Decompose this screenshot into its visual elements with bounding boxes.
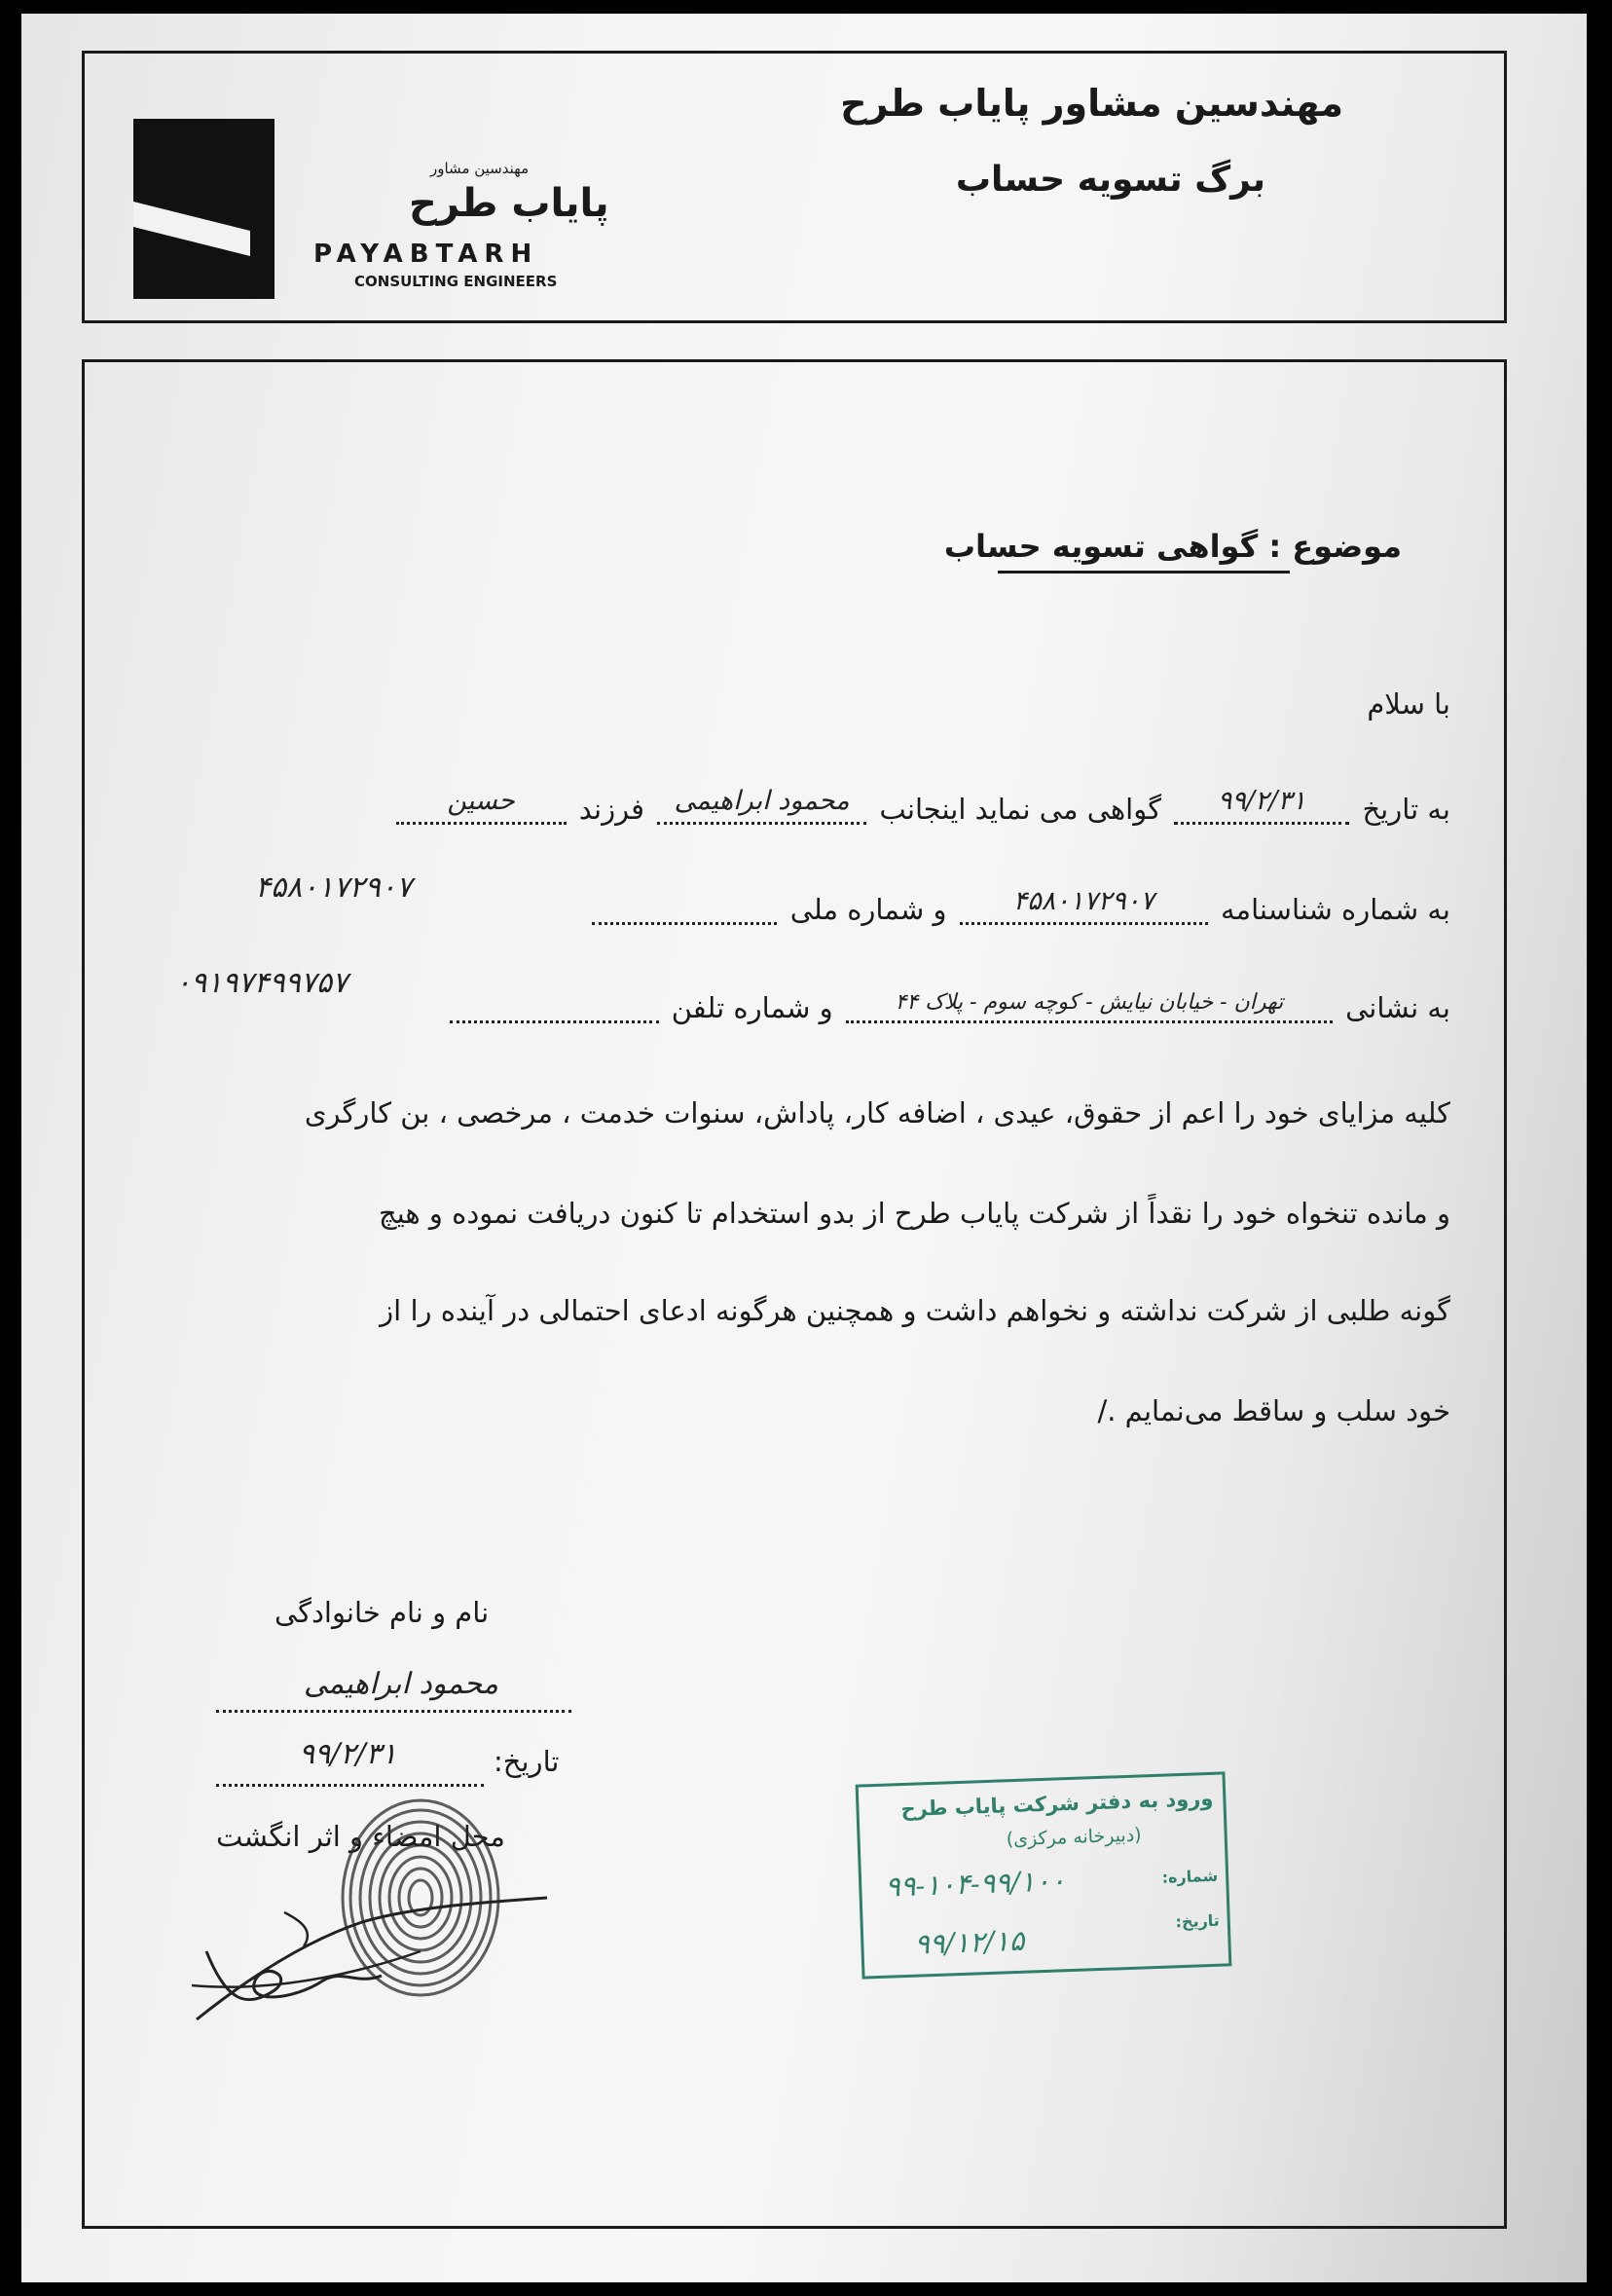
stamp-number-value: ۹۹-۱۰۴-۹۹/۱۰۰ xyxy=(884,1864,1066,1904)
id-value: ۴۵۸۰۱۷۲۹۰۷ xyxy=(1012,886,1154,916)
certify-text: گواهی می نماید اینجانب xyxy=(879,793,1162,826)
phone-label: و شماره تلفن xyxy=(671,991,833,1024)
company-logo-icon xyxy=(133,119,275,299)
phone-value: ۰۹۱۹۷۴۹۹۷۵۷ xyxy=(175,966,348,1000)
phone-field xyxy=(450,991,659,1023)
logo-en-subtitle: CONSULTING ENGINEERS xyxy=(354,273,558,290)
form-title: برگ تسویه حساب xyxy=(955,160,1265,200)
paragraph-line-2: و مانده تنخواه خود را نقداً از شرکت پایاب طرح از بدو استخدام تا کنون دریافت نموده و هیچ xyxy=(378,1197,1450,1230)
date-value: ۹۹/۲/۳۱ xyxy=(1217,786,1306,816)
name-field xyxy=(657,786,866,825)
signer-date-label: تاریخ: xyxy=(494,1745,560,1778)
form-line-date-name xyxy=(392,786,1450,826)
signer-name-label: نام و نام خانوادگی xyxy=(275,1596,490,1629)
paragraph-line-4: خود سلب و ساقط می‌نمایم ./ xyxy=(1097,1394,1450,1427)
company-name: مهندسین مشاور پایاب طرح xyxy=(840,82,1343,125)
signer-name-value: محمود ابراهیمی xyxy=(304,1667,498,1701)
greeting: با سلام xyxy=(1367,687,1450,721)
address-value: تهران - خیابان نیایش - کوچه سوم - پلاک ۴۴ xyxy=(895,990,1284,1015)
date-label: به تاریخ xyxy=(1362,793,1450,826)
address-field xyxy=(846,991,1333,1023)
registry-stamp xyxy=(856,1771,1232,1979)
paragraph-line-3: گونه طلبی از شرکت نداشته و نخواهم داشت و همچنین هرگونه ادعای احتمالی در آینده را از xyxy=(380,1294,1450,1327)
logo-stripe xyxy=(133,202,250,256)
subject-line: موضوع : گواهی تسویه حساب xyxy=(943,528,1402,565)
logo-fa-subtitle: مهندسین مشاور xyxy=(430,160,530,177)
handwritten-signature-icon xyxy=(187,1893,557,2029)
stamp-subtitle: (دبیرخانه مرکزی) xyxy=(1006,1824,1142,1851)
id-field xyxy=(960,886,1208,925)
national-field xyxy=(592,893,777,925)
stamp-date-label: تاریخ: xyxy=(1175,1910,1221,1932)
paragraph-line-1: کلیه مزایای خود را اعم از حقوق، عیدی ، اضافه کار، پاداش، سنوات خدمت ، مرخصی ، بن کارگری xyxy=(304,1096,1450,1129)
logo-en-name: PAYABTARH xyxy=(313,240,539,269)
document-page xyxy=(21,14,1587,2282)
name-value: محمود ابراهیمی xyxy=(674,786,850,816)
father-value: حسین xyxy=(447,786,515,816)
stamp-number-label: شماره: xyxy=(1161,1866,1219,1887)
id-label: به شماره شناسنامه xyxy=(1220,893,1450,926)
date-field xyxy=(1174,786,1349,825)
form-line-address xyxy=(446,991,1450,1024)
stamp-date-value: ۹۹/۱۲/۱۵ xyxy=(913,1923,1025,1961)
child-of-label: فرزند xyxy=(578,793,644,826)
stamp-title: ورود به دفتر شرکت پایاب طرح xyxy=(900,1786,1214,1822)
form-line-ids xyxy=(588,886,1450,926)
signer-date-value: ۹۹/۲/۳۱ xyxy=(299,1737,397,1771)
signature-place-label: محل امضاء و اثر انگشت xyxy=(216,1820,505,1853)
subject-underline xyxy=(998,571,1290,574)
father-field xyxy=(396,786,567,825)
logo-fa-name: پایاب طرح xyxy=(409,181,609,226)
address-label: به نشانی xyxy=(1345,991,1450,1024)
national-label: و شماره ملی xyxy=(789,893,947,926)
national-value: ۴۵۸۰۱۷۲۹۰۷ xyxy=(255,870,413,905)
